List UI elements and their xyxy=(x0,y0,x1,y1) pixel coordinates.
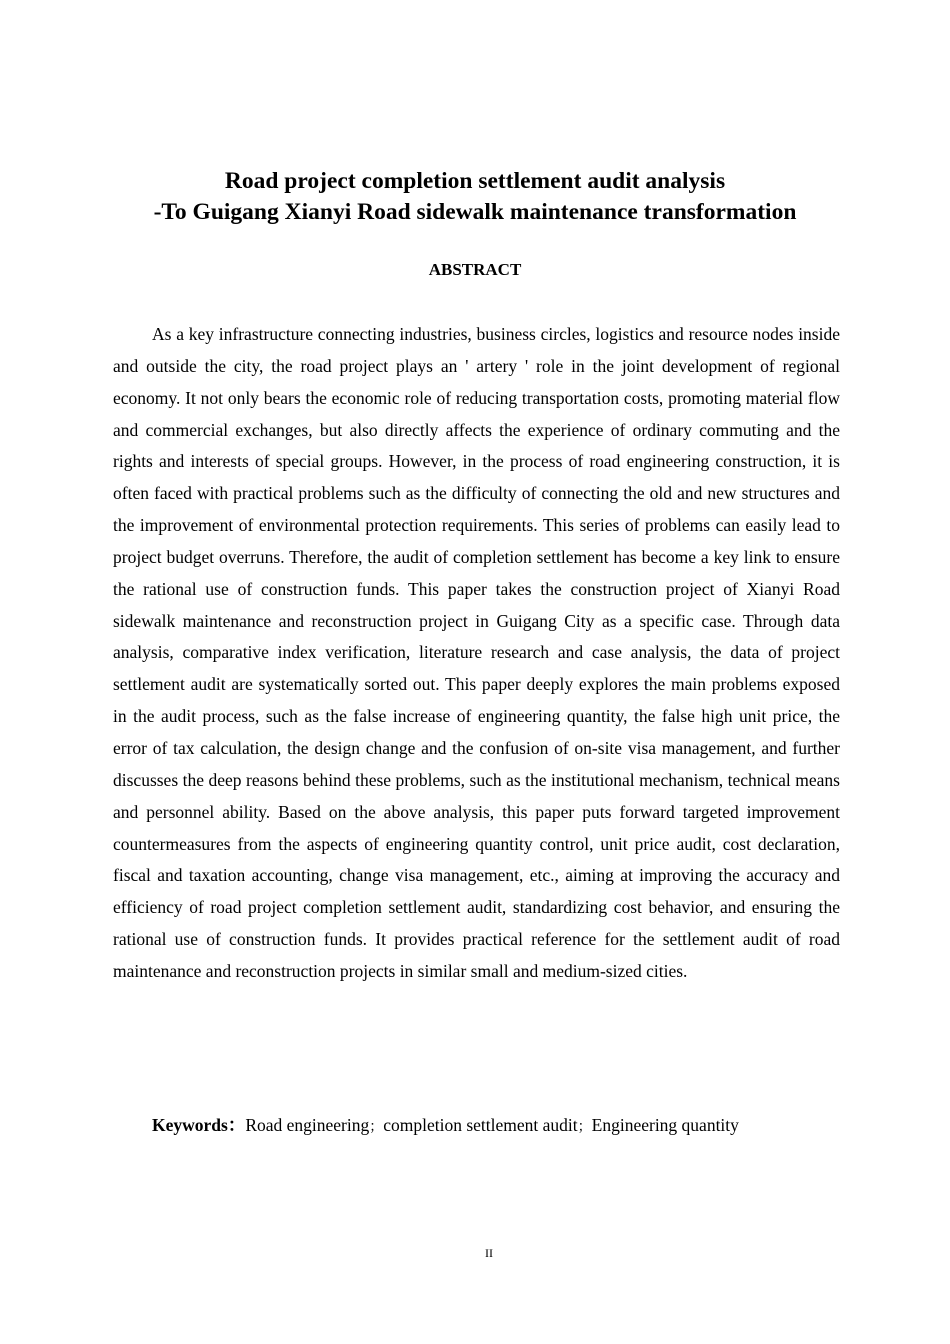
document-subtitle: -To Guigang Xianyi Road sidewalk maintenance transformation xyxy=(153,199,797,225)
abstract-paragraph: As a key infrastructure connecting industries, business circles, logistics and resource nodes inside and outside the city, the road project plays an ' artery ' role in the joint development of regional economy. It not only bears the economic role of reducing transportation costs, promoting material flow and commercial exchanges, but also directly affects the experience of ordinary commuting and the rights and interests of special groups. However, in the process of road engineering construction, it is often faced with practical problems such as the difficulty of connecting the old and new structures and the improvement of environmental protection requirements. This series of problems can easily lead to project budget overruns. Therefore, the audit of completion settlement has become a key link to ensure the rational use of construction funds. This paper takes the construction project of Xianyi Road sidewalk maintenance and reconstruction project in Guigang City as a specific case. Through data analysis, comparative index verification, literature research and case analysis, the data of project settlement audit are systematically sorted out. This paper deeply explores the main problems exposed in the audit process, such as the false increase of engineering quantity, the false high unit price, the error of tax calculation, the design change and the confusion of on-site visa management, and further discusses the deep reasons behind these problems, such as the institutional mechanism, technical means and personnel ability. Based on the above analysis, this paper puts forward targeted improvement countermeasures from the aspects of engineering quantity control, unit price audit, cost declaration, fiscal and taxation accounting, change visa management, etc., aiming at improving the accuracy and efficiency of road project completion settlement audit, standardizing cost behavior, and ensuring the rational use of construction funds. It provides practical reference for the settlement audit of road maintenance and reconstruction projects in similar small and medium-sized cities. xyxy=(113,324,840,981)
keywords-label: Keywords： xyxy=(152,1115,246,1135)
abstract-heading: ABSTRACT xyxy=(428,260,522,279)
keyword-separator: ； xyxy=(369,1119,384,1135)
document-title: Road project completion settlement audit analysis xyxy=(224,168,726,194)
keyword-item: Engineering quantity xyxy=(591,1115,739,1135)
page-number: II xyxy=(485,1246,493,1260)
keyword-item: Road engineering xyxy=(245,1115,370,1135)
keyword-item: completion settlement audit xyxy=(383,1115,578,1135)
title-block xyxy=(0,166,950,228)
keywords-line xyxy=(152,1111,852,1141)
keyword-separator: ； xyxy=(577,1119,592,1135)
